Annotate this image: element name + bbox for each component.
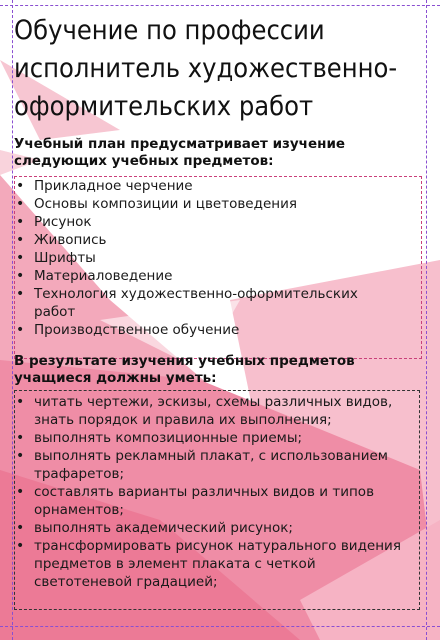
page-title: Обучение по профессии исполнитель художественно-оформительских работ [14, 15, 398, 122]
list-item: • Материаловедение [14, 267, 394, 285]
section2-heading: В результате изучения учебных предметов учащиеся должны уметь: [14, 353, 355, 386]
list-item: • трансформировать рисунок натурального видения предметов в элемент плаката с четкой светотеневой градацией; [14, 537, 414, 591]
list-item: • составлять варианты различных видов и типов орнаментов; [14, 483, 414, 519]
list-item: • выполнять композиционные приемы; [14, 429, 414, 447]
list-item: • Шрифты [14, 249, 394, 267]
list-item: • выполнять академический рисунок; [14, 519, 414, 537]
list-item: • Живопись [14, 231, 394, 249]
list-item: • Производственное обучение [14, 321, 394, 339]
list-item: • Технология художественно-оформительских работ [14, 285, 394, 321]
skills-list [14, 393, 414, 591]
list-item: • Основы композиции и цветоведения [14, 195, 394, 213]
list-item: • читать чертежи, эскизы, схемы различных видов, знать порядок и правила их выполнения; [14, 393, 414, 429]
list-item: • Прикладное черчение [14, 177, 394, 195]
section1-heading: Учебный план предусматривает изучение следующих учебных предметов: [14, 136, 346, 169]
list-item: • Рисунок [14, 213, 394, 231]
list-item: • выполнять рекламный плакат, с использованием трафаретов; [14, 447, 414, 483]
subjects-list [14, 177, 394, 339]
